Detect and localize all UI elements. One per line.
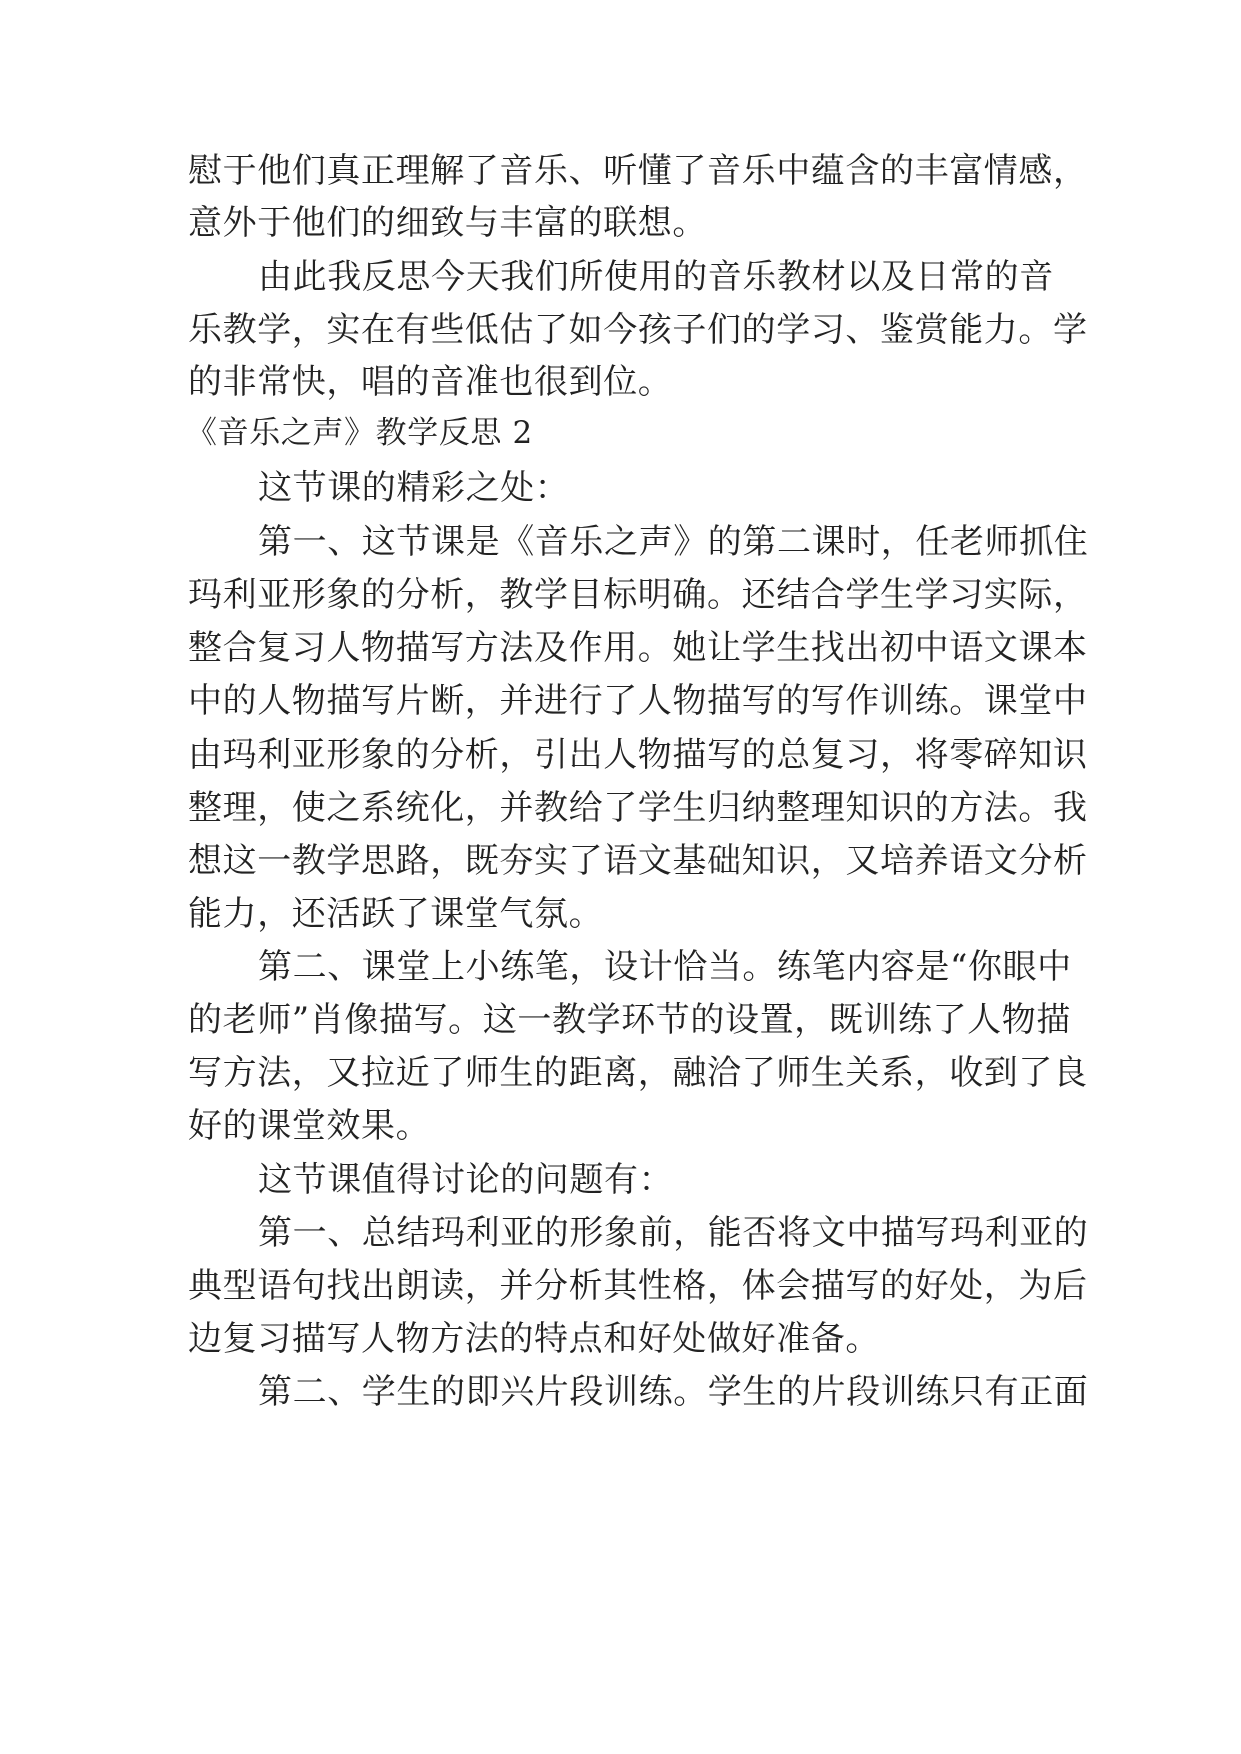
text-line: 意外于他们的细致与丰富的联想。 — [188, 203, 707, 243]
paragraph-start-line: 第二、学生的即兴片段训练。学生的片段训练只有正面 — [258, 1372, 1089, 1412]
paragraph-start-line: 由此我反思今天我们所使用的音乐教材以及日常的音 — [258, 257, 1054, 297]
text-line: 乐教学，实在有些低估了如今孩子们的学习、鉴赏能力。学 — [188, 310, 1088, 350]
text-line: 整理，使之系统化，并教给了学生归纳整理知识的方法。我 — [188, 788, 1088, 828]
paragraph-start-line: 第一、总结玛利亚的形象前，能否将文中描写玛利亚的 — [258, 1213, 1089, 1253]
paragraph-start-line: 第一、这节课是《音乐之声》的第二课时，任老师抓住 — [258, 522, 1089, 562]
text-line: 边复习描写人物方法的特点和好处做好准备。 — [188, 1319, 880, 1359]
text-line: 好的课堂效果。 — [188, 1106, 431, 1146]
text-line: 玛利亚形象的分析，教学目标明确。还结合学生学习实际， — [188, 575, 1088, 615]
text-line: 由玛利亚形象的分析，引出人物描写的总复习，将零碎知识 — [188, 735, 1088, 775]
text-line: 能力，还活跃了课堂气氛。 — [188, 894, 604, 934]
text-line: 中的人物描写片断，并进行了人物描写的写作训练。课堂中 — [188, 681, 1088, 721]
paragraph-start-line: 这节课值得讨论的问题有： — [258, 1160, 674, 1200]
text-line: 的非常快，唱的音准也很到位。 — [188, 362, 673, 402]
text-line: 想这一教学思路，既夯实了语文基础知识，又培养语文分析 — [188, 841, 1088, 881]
text-line: 整合复习人物描写方法及作用。她让学生找出初中语文课本 — [188, 628, 1088, 668]
text-line: 写方法，又拉近了师生的距离，融洽了师生关系，收到了良 — [188, 1053, 1088, 1093]
section-heading: 《音乐之声》教学反思 2 — [186, 415, 533, 451]
text-line: 的老师”肖像描写。这一教学环节的设置，既训练了人物描 — [188, 1000, 1071, 1040]
text-line: 慰于他们真正理解了音乐、听懂了音乐中蕴含的丰富情感， — [188, 151, 1088, 191]
paragraph-start-line: 第二、课堂上小练笔，设计恰当。练笔内容是“你眼中 — [258, 947, 1072, 987]
paragraph-start-line: 这节课的精彩之处： — [258, 468, 570, 508]
text-line: 典型语句找出朗读，并分析其性格，体会描写的好处，为后 — [188, 1266, 1088, 1306]
